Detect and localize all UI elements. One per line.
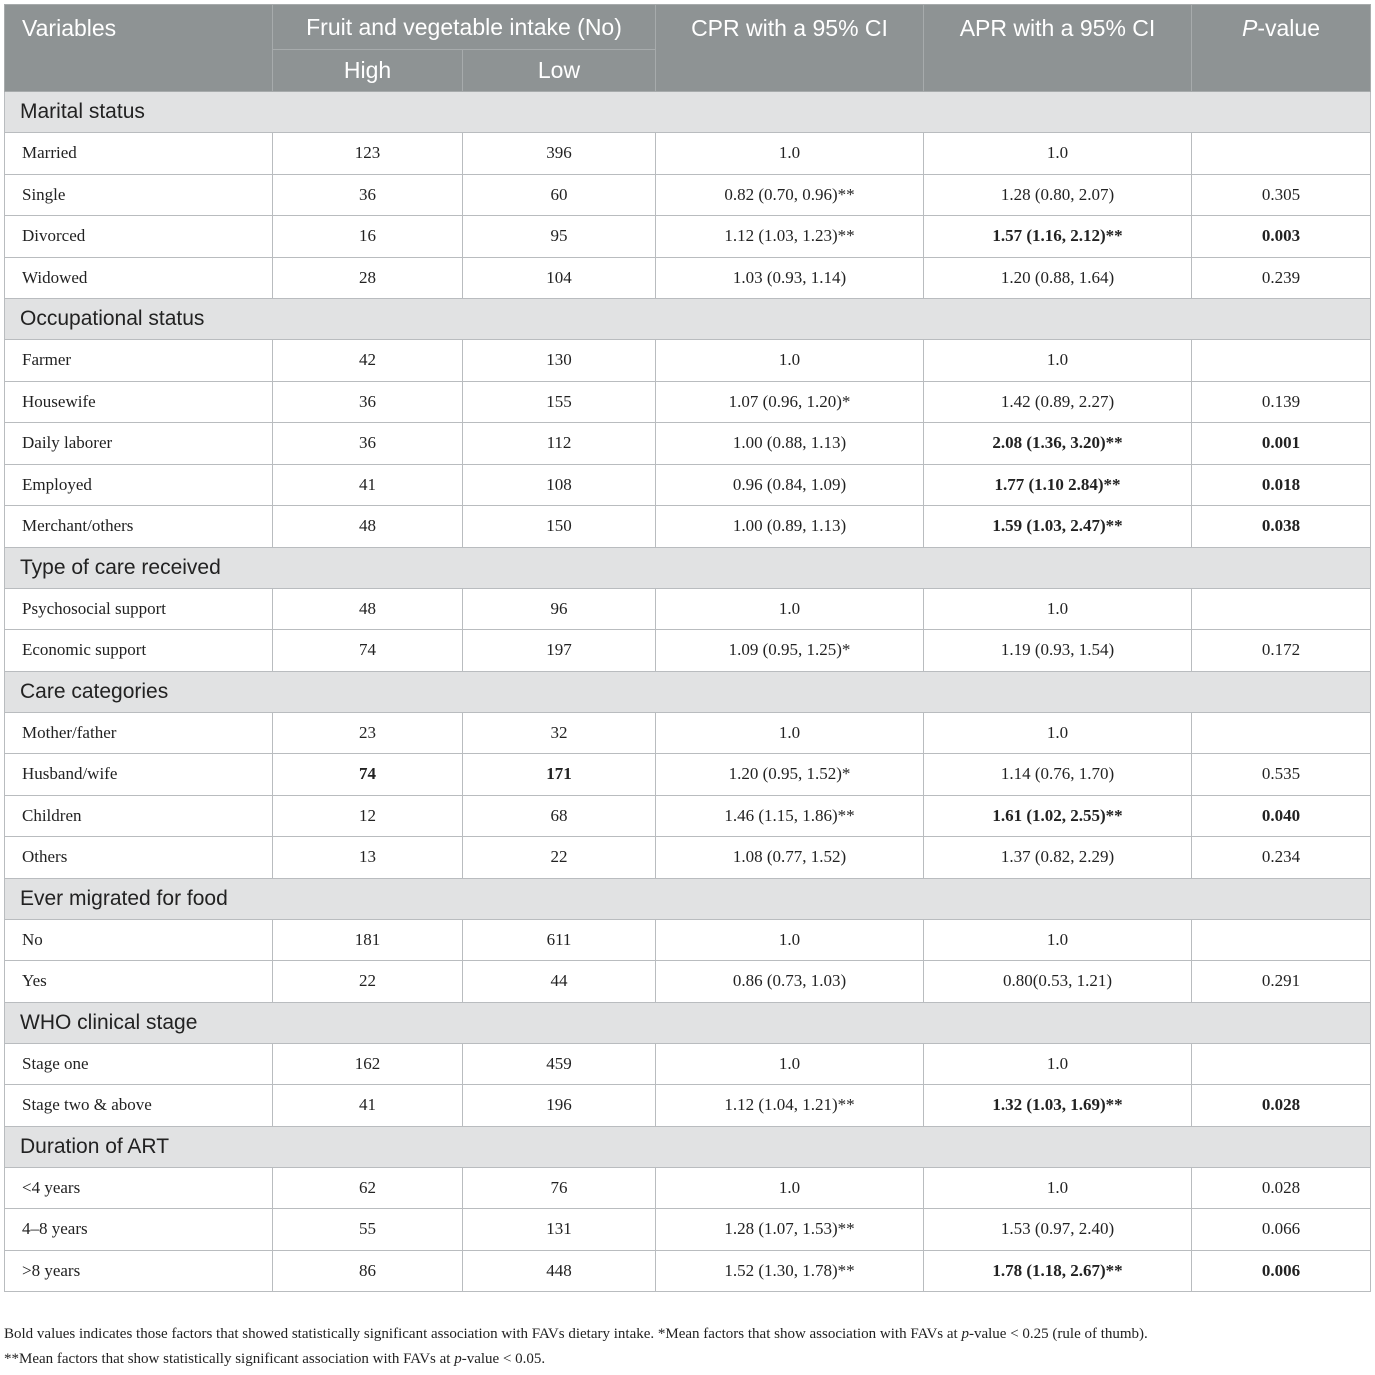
cell-apr: 1.42 (0.89, 2.27) — [924, 381, 1192, 423]
header-cpr: CPR with a 95% CI — [656, 5, 924, 92]
section-row — [5, 547, 1371, 588]
cell-low: 131 — [463, 1209, 656, 1251]
section-title: Marital status — [5, 92, 1371, 133]
cell-cpr: 1.0 — [656, 919, 924, 961]
cell-cpr: 1.20 (0.95, 1.52)* — [656, 754, 924, 796]
cell-high: 42 — [273, 340, 463, 382]
cell-p-value: 0.018 — [1192, 464, 1371, 506]
table-row — [5, 423, 1371, 465]
cell-apr: 1.0 — [924, 1167, 1192, 1209]
cell-cpr: 0.82 (0.70, 0.96)** — [656, 174, 924, 216]
cell-high: 12 — [273, 795, 463, 837]
cell-variable: Daily laborer — [5, 423, 273, 465]
footnote-line-2 — [4, 1347, 1370, 1372]
cell-low: 171 — [463, 754, 656, 796]
cell-cpr: 1.0 — [656, 133, 924, 175]
cell-low: 108 — [463, 464, 656, 506]
section-row — [5, 299, 1371, 340]
cell-p-value: 0.172 — [1192, 630, 1371, 672]
cell-p-value: 0.003 — [1192, 216, 1371, 258]
table-row — [5, 754, 1371, 796]
cell-variable: Divorced — [5, 216, 273, 258]
cell-high: 48 — [273, 588, 463, 630]
cell-cpr: 1.12 (1.03, 1.23)** — [656, 216, 924, 258]
cell-p-value: 0.239 — [1192, 257, 1371, 299]
section-row — [5, 92, 1371, 133]
cell-apr: 1.14 (0.76, 1.70) — [924, 754, 1192, 796]
header-apr: APR with a 95% CI — [924, 5, 1192, 92]
footnote-text: -value < 0.25 (rule of thumb). — [968, 1326, 1148, 1342]
cell-high: 36 — [273, 381, 463, 423]
cell-apr: 1.0 — [924, 588, 1192, 630]
cell-high: 36 — [273, 423, 463, 465]
header-p-suffix: -value — [1257, 15, 1320, 41]
cell-cpr: 1.08 (0.77, 1.52) — [656, 837, 924, 879]
cell-p-value — [1192, 588, 1371, 630]
cell-high: 74 — [273, 754, 463, 796]
cell-variable: Stage one — [5, 1043, 273, 1085]
cell-cpr: 1.09 (0.95, 1.25)* — [656, 630, 924, 672]
cell-low: 130 — [463, 340, 656, 382]
cell-variable: Married — [5, 133, 273, 175]
cell-cpr: 1.0 — [656, 588, 924, 630]
table-row — [5, 257, 1371, 299]
cell-low: 60 — [463, 174, 656, 216]
cell-low: 44 — [463, 961, 656, 1003]
cell-apr: 1.19 (0.93, 1.54) — [924, 630, 1192, 672]
table-row — [5, 1085, 1371, 1127]
header-high: High — [273, 50, 463, 92]
section-title: Care categories — [5, 671, 1371, 712]
section-row — [5, 671, 1371, 712]
cell-high: 13 — [273, 837, 463, 879]
cell-apr: 1.78 (1.18, 2.67)** — [924, 1250, 1192, 1292]
cell-low: 448 — [463, 1250, 656, 1292]
cell-low: 112 — [463, 423, 656, 465]
cell-cpr: 1.0 — [656, 340, 924, 382]
cell-high: 23 — [273, 712, 463, 754]
table-row — [5, 630, 1371, 672]
cell-p-value — [1192, 1043, 1371, 1085]
table-row — [5, 340, 1371, 382]
table-row — [5, 464, 1371, 506]
cell-apr: 1.61 (1.02, 2.55)** — [924, 795, 1192, 837]
cell-apr: 1.59 (1.03, 2.47)** — [924, 506, 1192, 548]
cell-apr: 1.53 (0.97, 2.40) — [924, 1209, 1192, 1251]
cell-low: 459 — [463, 1043, 656, 1085]
cell-cpr: 1.0 — [656, 1043, 924, 1085]
table-row — [5, 919, 1371, 961]
cell-high: 48 — [273, 506, 463, 548]
cell-apr: 1.0 — [924, 1043, 1192, 1085]
footnote-p: p — [961, 1326, 969, 1342]
cell-p-value: 0.234 — [1192, 837, 1371, 879]
cell-variable: Husband/wife — [5, 754, 273, 796]
cell-variable: Farmer — [5, 340, 273, 382]
table-body — [5, 92, 1371, 1292]
table-row — [5, 588, 1371, 630]
section-title: Ever migrated for food — [5, 878, 1371, 919]
cell-high: 86 — [273, 1250, 463, 1292]
header-fv-intake: Fruit and vegetable intake (No) — [273, 5, 656, 50]
cell-cpr: 0.86 (0.73, 1.03) — [656, 961, 924, 1003]
cell-cpr: 1.0 — [656, 712, 924, 754]
cell-low: 150 — [463, 506, 656, 548]
cell-high: 41 — [273, 464, 463, 506]
cell-variable: Children — [5, 795, 273, 837]
cell-variable: Stage two & above — [5, 1085, 273, 1127]
cell-variable: 4–8 years — [5, 1209, 273, 1251]
cell-p-value: 0.038 — [1192, 506, 1371, 548]
cell-low: 76 — [463, 1167, 656, 1209]
table-row — [5, 381, 1371, 423]
cell-variable: Employed — [5, 464, 273, 506]
cell-high: 74 — [273, 630, 463, 672]
cell-high: 62 — [273, 1167, 463, 1209]
cell-apr: 1.20 (0.88, 1.64) — [924, 257, 1192, 299]
cell-p-value: 0.028 — [1192, 1085, 1371, 1127]
cell-low: 22 — [463, 837, 656, 879]
header-p-value — [1192, 5, 1371, 92]
cell-high: 162 — [273, 1043, 463, 1085]
cell-variable: <4 years — [5, 1167, 273, 1209]
cell-p-value — [1192, 133, 1371, 175]
header-variables: Variables — [5, 5, 273, 92]
cell-cpr: 1.0 — [656, 1167, 924, 1209]
cell-cpr: 1.00 (0.89, 1.13) — [656, 506, 924, 548]
cell-cpr: 1.28 (1.07, 1.53)** — [656, 1209, 924, 1251]
cell-apr: 0.80(0.53, 1.21) — [924, 961, 1192, 1003]
cell-apr: 1.0 — [924, 340, 1192, 382]
cell-high: 181 — [273, 919, 463, 961]
cell-p-value: 0.040 — [1192, 795, 1371, 837]
cell-p-value: 0.139 — [1192, 381, 1371, 423]
section-title: Occupational status — [5, 299, 1371, 340]
cell-cpr: 1.46 (1.15, 1.86)** — [656, 795, 924, 837]
table-row — [5, 712, 1371, 754]
cell-low: 32 — [463, 712, 656, 754]
cell-p-value: 0.305 — [1192, 174, 1371, 216]
cell-high: 41 — [273, 1085, 463, 1127]
table-row — [5, 1209, 1371, 1251]
cell-high: 28 — [273, 257, 463, 299]
table-header — [5, 5, 1371, 92]
table-row — [5, 506, 1371, 548]
table-row — [5, 795, 1371, 837]
cell-apr: 1.0 — [924, 919, 1192, 961]
table-row — [5, 216, 1371, 258]
table-footnote — [4, 1322, 1370, 1372]
cell-variable: Merchant/others — [5, 506, 273, 548]
table-row — [5, 961, 1371, 1003]
footnote-line-1 — [4, 1322, 1370, 1347]
cell-p-value — [1192, 712, 1371, 754]
table-row — [5, 1167, 1371, 1209]
footnote-text: Bold values indicates those factors that showed statistically significant association with FAVs dietary intake. *Mean factors that show association with FAVs at — [4, 1326, 962, 1342]
table-row — [5, 174, 1371, 216]
cell-high: 36 — [273, 174, 463, 216]
cell-cpr: 1.03 (0.93, 1.14) — [656, 257, 924, 299]
cell-low: 396 — [463, 133, 656, 175]
cell-cpr: 1.00 (0.88, 1.13) — [656, 423, 924, 465]
section-title: WHO clinical stage — [5, 1002, 1371, 1043]
cell-low: 95 — [463, 216, 656, 258]
section-row — [5, 878, 1371, 919]
table-row — [5, 837, 1371, 879]
cell-variable: Economic support — [5, 630, 273, 672]
cell-low: 104 — [463, 257, 656, 299]
cell-p-value: 0.006 — [1192, 1250, 1371, 1292]
header-p-letter: P — [1242, 15, 1258, 41]
cell-cpr: 1.52 (1.30, 1.78)** — [656, 1250, 924, 1292]
cell-apr: 1.37 (0.82, 2.29) — [924, 837, 1192, 879]
cell-p-value: 0.066 — [1192, 1209, 1371, 1251]
cell-variable: Housewife — [5, 381, 273, 423]
cell-low: 155 — [463, 381, 656, 423]
cell-apr: 1.0 — [924, 712, 1192, 754]
cell-p-value — [1192, 919, 1371, 961]
section-row — [5, 1126, 1371, 1167]
cell-apr: 1.28 (0.80, 2.07) — [924, 174, 1192, 216]
cell-cpr: 1.07 (0.96, 1.20)* — [656, 381, 924, 423]
cell-variable: Psychosocial support — [5, 588, 273, 630]
footnote-p: p — [454, 1351, 462, 1367]
table-row — [5, 1250, 1371, 1292]
table-row — [5, 1043, 1371, 1085]
cell-p-value — [1192, 340, 1371, 382]
cell-low: 96 — [463, 588, 656, 630]
cell-variable: Yes — [5, 961, 273, 1003]
cell-variable: Others — [5, 837, 273, 879]
footnote-text: -value < 0.05. — [461, 1351, 546, 1367]
footnote-text: **Mean factors that show statistically significant association with FAVs at — [4, 1351, 455, 1367]
cell-apr: 2.08 (1.36, 3.20)** — [924, 423, 1192, 465]
cell-cpr: 1.12 (1.04, 1.21)** — [656, 1085, 924, 1127]
cell-high: 55 — [273, 1209, 463, 1251]
cell-variable: No — [5, 919, 273, 961]
cell-p-value: 0.291 — [1192, 961, 1371, 1003]
cell-apr: 1.57 (1.16, 2.12)** — [924, 216, 1192, 258]
section-row — [5, 1002, 1371, 1043]
cell-low: 611 — [463, 919, 656, 961]
section-title: Type of care received — [5, 547, 1371, 588]
results-table — [4, 4, 1371, 1292]
table-row — [5, 133, 1371, 175]
header-low: Low — [463, 50, 656, 92]
cell-cpr: 0.96 (0.84, 1.09) — [656, 464, 924, 506]
cell-high: 22 — [273, 961, 463, 1003]
cell-variable: Widowed — [5, 257, 273, 299]
cell-low: 68 — [463, 795, 656, 837]
cell-variable: Mother/father — [5, 712, 273, 754]
cell-p-value: 0.535 — [1192, 754, 1371, 796]
cell-apr: 1.0 — [924, 133, 1192, 175]
cell-apr: 1.77 (1.10 2.84)** — [924, 464, 1192, 506]
cell-high: 123 — [273, 133, 463, 175]
cell-p-value: 0.001 — [1192, 423, 1371, 465]
cell-apr: 1.32 (1.03, 1.69)** — [924, 1085, 1192, 1127]
cell-low: 196 — [463, 1085, 656, 1127]
cell-high: 16 — [273, 216, 463, 258]
section-title: Duration of ART — [5, 1126, 1371, 1167]
cell-variable: >8 years — [5, 1250, 273, 1292]
cell-low: 197 — [463, 630, 656, 672]
cell-p-value: 0.028 — [1192, 1167, 1371, 1209]
cell-variable: Single — [5, 174, 273, 216]
